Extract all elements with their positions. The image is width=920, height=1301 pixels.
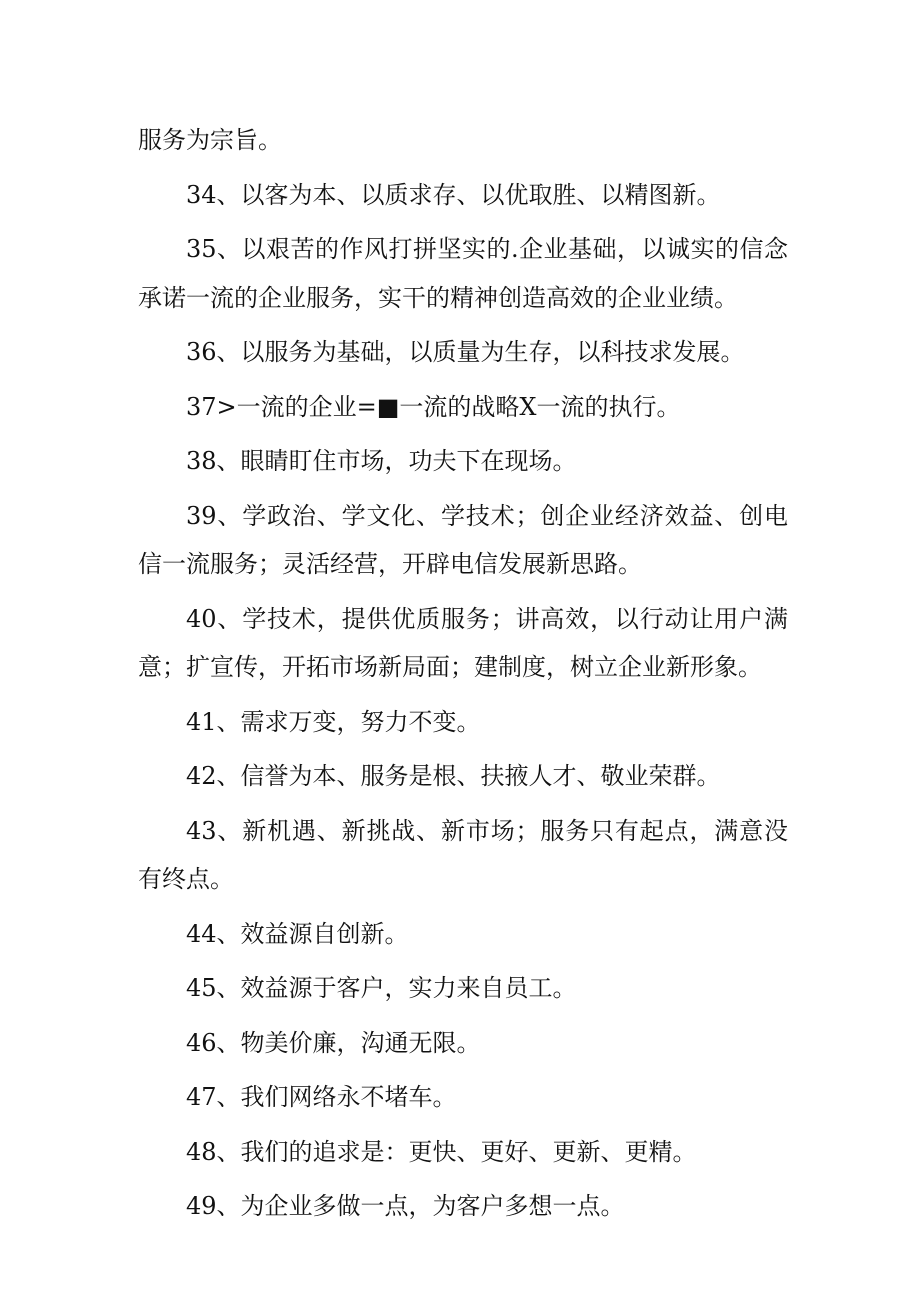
slogan-38: 38、眼睛盯住市场，功夫下在现场。 [186,447,577,475]
slogan-41: 41、需求万变，努力不变。 [186,707,481,736]
slogan-36: 36、以服务为基础，以质量为生存，以科技求发展。 [186,338,745,366]
slogan-49: 49、为企业多做一点，为客户多想一点。 [186,1192,625,1220]
slogan-43: 43、新机遇、新挑战、新市场；服务只有起点，满意没有终点。 [138,816,788,893]
slogan-40: 40、学技术，提供优质服务；讲高效，以行动让用户满意；扩宣传，开拓市场新局面；建制度，树立企业新形象。 [138,604,788,681]
slogan-37: 37>一流的企业=■一流的战略X一流的执行。 [186,392,681,421]
slogan-48: 48、我们的追求是：更快、更好、更新、更精。 [186,1137,697,1166]
paragraph-continuation: 服务为宗旨。 [138,126,282,154]
slogan-35: 35、以艰苦的作风打拼坚实的.企业基础，以诚实的信念承诺一流的企业服务，实干的精神创造高效的企业业绩。 [138,235,788,312]
slogan-34: 34、以客为本、以质求存、以优取胜、以精图新。 [186,180,721,209]
slogan-47: 47、我们网络永不堵车。 [186,1083,457,1111]
slogan-44: 44、效益源自创新。 [186,919,409,948]
slogan-39: 39、学政治、学文化、学技术；创企业经济效益、创电信一流服务；灵活经营，开辟电信发展新思路。 [138,501,788,578]
slogan-46: 46、物美价廉，沟通无限。 [186,1028,481,1057]
slogan-42: 42、信誉为本、服务是根、扶掖人才、敬业荣群。 [186,762,721,790]
slogan-45: 45、效益源于客户，实力来自员工。 [186,974,577,1002]
document-body [138,116,788,1237]
